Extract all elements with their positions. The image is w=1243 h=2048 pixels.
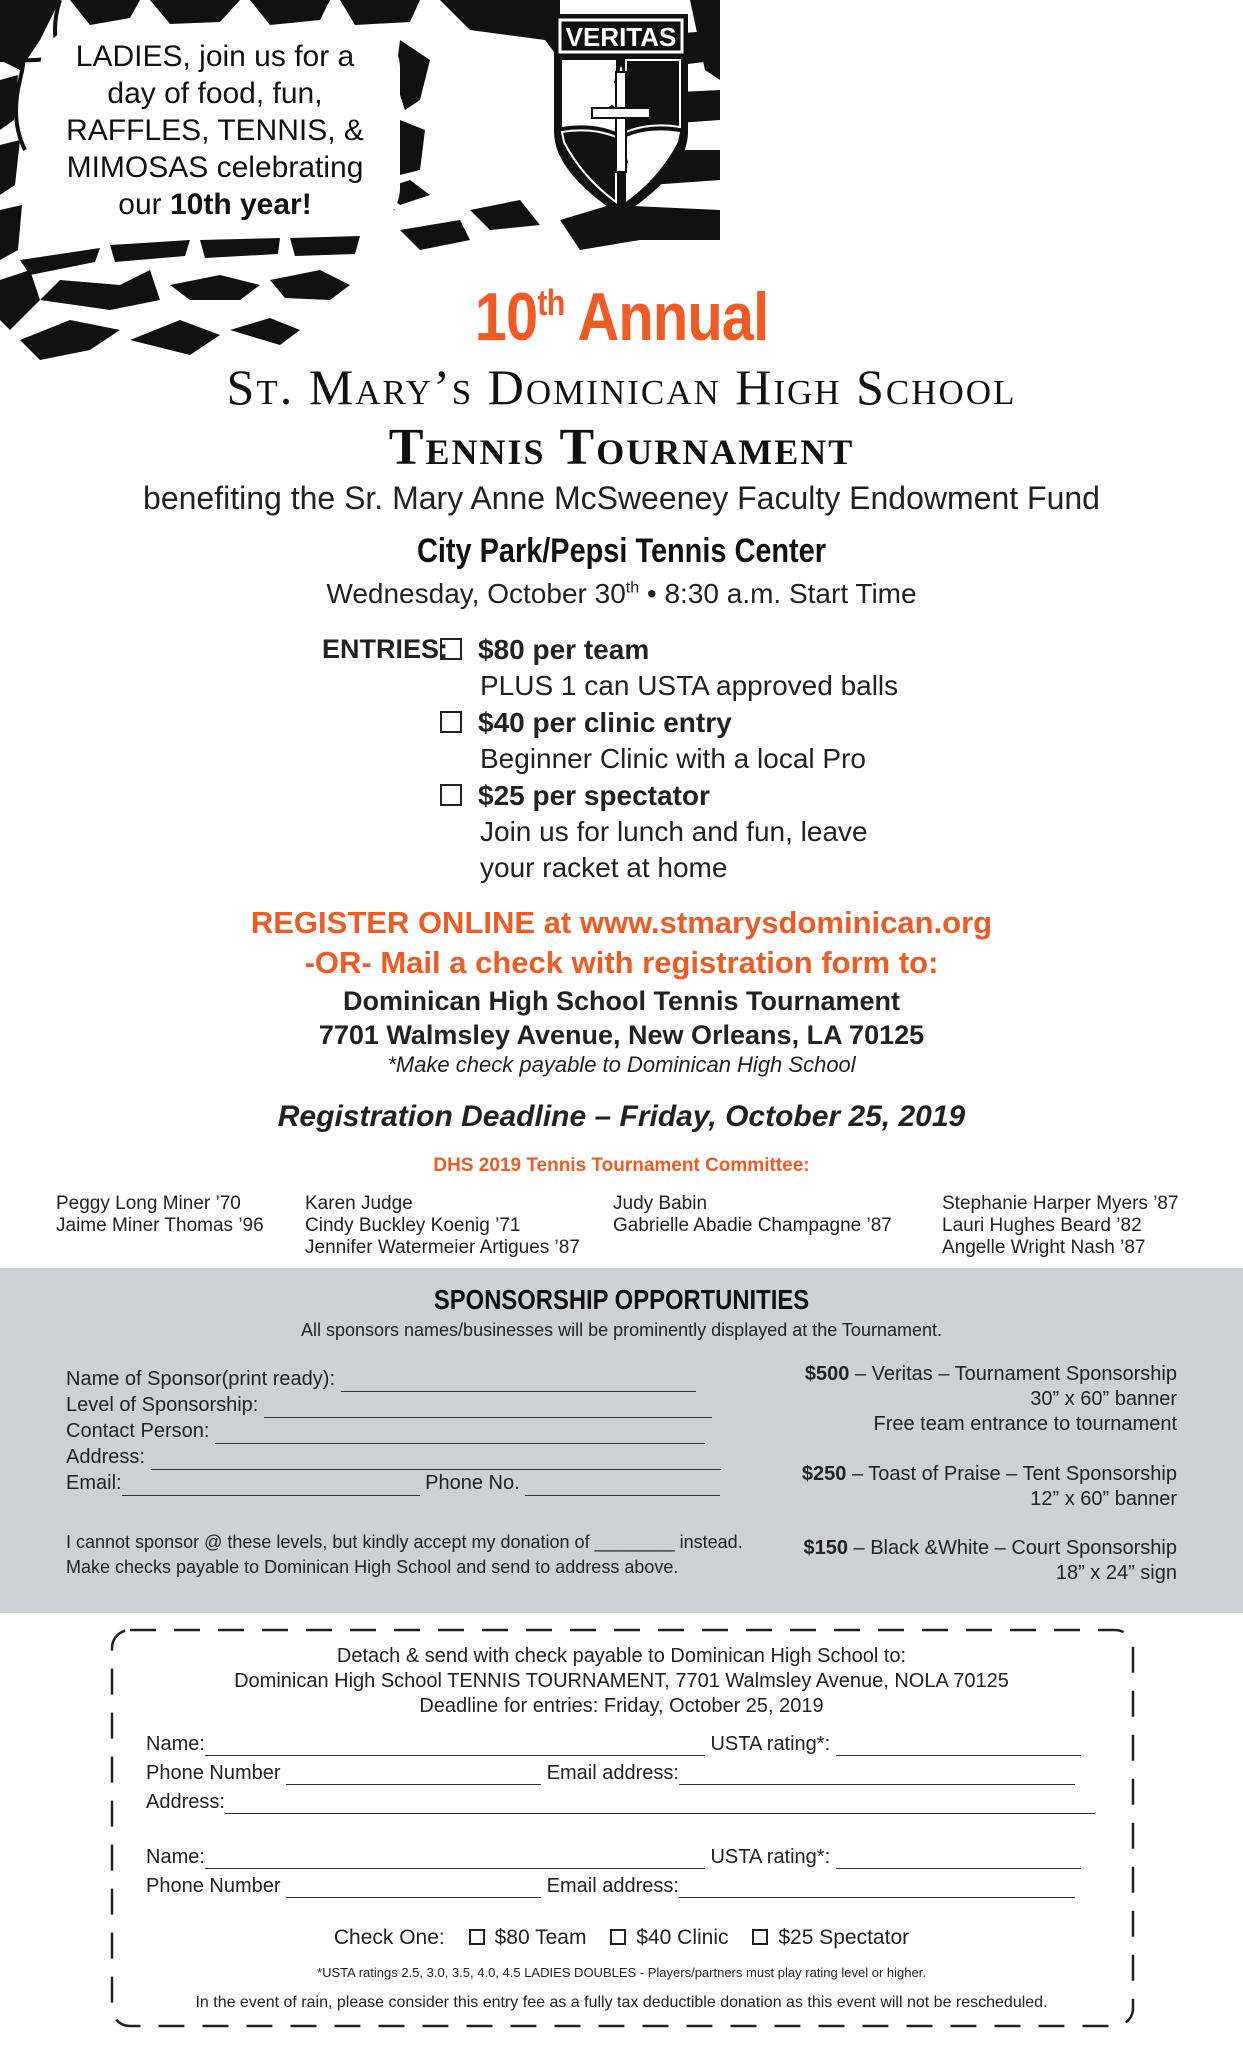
blank-line[interactable] bbox=[264, 1399, 712, 1418]
blank-line[interactable] bbox=[341, 1373, 696, 1392]
field-label: Contact Person: bbox=[66, 1420, 210, 1442]
field-label: USTA rating*: bbox=[710, 1733, 831, 1755]
level-name: – Veritas – Tournament Sponsorship bbox=[849, 1363, 1177, 1385]
phone-input-line[interactable] bbox=[286, 1766, 541, 1785]
entry-option-team[interactable] bbox=[440, 632, 898, 704]
register-online-link[interactable]: REGISTER ONLINE at www.stmarysdominican.org bbox=[250, 905, 993, 940]
entry-desc: Join us for lunch and fun, leave bbox=[480, 816, 868, 847]
option-clinic: $40 Clinic bbox=[636, 1926, 729, 1949]
field-label: Email address: bbox=[546, 1875, 679, 1897]
player2-contact-row[interactable] bbox=[146, 1875, 1096, 1898]
player1-address-row[interactable] bbox=[146, 1791, 1096, 1814]
detach-instructions: Detach & send with check payable to Dominican High School to: bbox=[336, 1645, 907, 1667]
committee-member: Peggy Long Miner ’70 bbox=[56, 1193, 241, 1214]
player1-name-row[interactable] bbox=[146, 1733, 1096, 1756]
sponsor-level-field[interactable] bbox=[66, 1392, 712, 1418]
committee-column-3 bbox=[613, 1193, 892, 1237]
name-input-line[interactable] bbox=[205, 1737, 705, 1756]
check-one-row bbox=[0, 1926, 1243, 1950]
blank-line[interactable] bbox=[215, 1425, 705, 1444]
committee-member: Jaime Miner Thomas ’96 bbox=[56, 1215, 264, 1236]
email-input-line[interactable] bbox=[679, 1766, 1075, 1785]
field-label: Phone Number bbox=[146, 1875, 281, 1897]
checkbox-clinic[interactable] bbox=[610, 1929, 626, 1945]
entry-title: $80 per team bbox=[478, 634, 650, 665]
checkbox[interactable] bbox=[440, 784, 462, 806]
committee-member: Jennifer Watermeier Artigues ’87 bbox=[305, 1237, 580, 1258]
or-mail-text: -OR- Mail a check with registration form to: bbox=[304, 945, 939, 980]
veritas-label: VERITAS bbox=[565, 22, 677, 52]
level-price: $250 bbox=[801, 1463, 847, 1485]
donation-note: I cannot sponsor @ these levels, but kindly accept my donation of ________ instead. Make checks payable to Dominican High School and send to address above. bbox=[66, 1532, 743, 1577]
entry-option-clinic[interactable] bbox=[440, 705, 866, 777]
level-item: 12” x 60” banner bbox=[1030, 1488, 1177, 1510]
annual-heading bbox=[93, 278, 1150, 356]
phone-input-line[interactable] bbox=[286, 1879, 541, 1898]
detach-address: Dominican High School TENNIS TOURNAMENT, 7701 Walmsley Avenue, NOLA 70125 bbox=[234, 1670, 1009, 1692]
venue-name: City Park/Pepsi Tennis Center bbox=[416, 532, 827, 570]
intro-line5-pre: our bbox=[118, 188, 170, 221]
intro-line: MIMOSAS celebrating bbox=[66, 151, 364, 184]
contact-person-field[interactable] bbox=[66, 1418, 705, 1444]
committee-member: Judy Babin bbox=[613, 1193, 708, 1214]
blank-line[interactable] bbox=[525, 1477, 720, 1496]
checkbox-spectator[interactable] bbox=[752, 1929, 768, 1945]
committee-column-1 bbox=[56, 1193, 264, 1237]
level-price: $500 bbox=[804, 1363, 850, 1385]
intro-line5-bold: 10th year! bbox=[169, 188, 312, 221]
entry-option-spectator[interactable] bbox=[440, 778, 868, 886]
field-label: Phone No. bbox=[425, 1472, 520, 1494]
sponsorship-subheading: All sponsors names/businesses will be prominently displayed at the Tournament. bbox=[300, 1320, 942, 1340]
committee-column-4 bbox=[942, 1193, 1179, 1259]
option-spectator: $25 Spectator bbox=[778, 1926, 910, 1949]
checkbox[interactable] bbox=[440, 711, 462, 733]
blank-line[interactable] bbox=[122, 1477, 420, 1496]
sponsor-level-150 bbox=[803, 1536, 1177, 1586]
committee-member: Lauri Hughes Beard ’82 bbox=[942, 1215, 1142, 1236]
entries-label: ENTRIES: bbox=[322, 634, 449, 664]
payable-note: *Make check payable to Dominican High School bbox=[387, 1052, 856, 1077]
checkbox-team[interactable] bbox=[469, 1929, 485, 1945]
usta-note: *USTA ratings 2.5, 3.0, 3.5, 4.0, 4.5 LADIES DOUBLES - Players/partners must play rating level or higher. bbox=[317, 1965, 926, 1980]
intro-line bbox=[30, 186, 400, 223]
name-input-line[interactable] bbox=[205, 1850, 705, 1869]
date-text: Wednesday, October 30 bbox=[326, 578, 626, 609]
committee-member: Karen Judge bbox=[305, 1193, 413, 1214]
usta-input-line[interactable] bbox=[836, 1850, 1081, 1869]
sponsor-level-500 bbox=[805, 1362, 1177, 1437]
level-name: – Black &White – Court Sponsorship bbox=[847, 1537, 1177, 1559]
mail-address-line1: Dominican High School Tennis Tournament bbox=[342, 986, 901, 1016]
field-label: Address: bbox=[146, 1791, 225, 1813]
sponsor-email-phone-field[interactable] bbox=[66, 1470, 720, 1496]
intro-line: day of food, fun, bbox=[107, 77, 323, 110]
benefit-line: benefiting the Sr. Mary Anne McSweeney Faculty Endowment Fund bbox=[143, 480, 1100, 516]
level-item: 18” x 24” sign bbox=[1055, 1562, 1177, 1584]
committee-member: Angelle Wright Nash ’87 bbox=[942, 1237, 1146, 1258]
rain-note: In the event of rain, please consider this entry fee as a fully tax deductible donation as this event will not be rescheduled. bbox=[195, 1994, 1048, 2011]
level-price: $150 bbox=[803, 1537, 848, 1559]
entry-title: $25 per spectator bbox=[478, 780, 710, 811]
level-name: – Toast of Praise – Tent Sponsorship bbox=[846, 1463, 1177, 1485]
entry-title: $40 per clinic entry bbox=[478, 707, 732, 738]
check-one-label: Check One: bbox=[333, 1926, 445, 1949]
entry-desc: Beginner Clinic with a local Pro bbox=[480, 743, 866, 774]
intro-line: LADIES, join us for a bbox=[75, 40, 355, 73]
annual-number: 10 bbox=[474, 279, 538, 355]
sponsor-level-250 bbox=[802, 1462, 1177, 1512]
field-label: Address: bbox=[66, 1446, 145, 1468]
field-label: Name: bbox=[146, 1846, 205, 1868]
field-label: Name: bbox=[146, 1733, 205, 1755]
field-label: Phone Number bbox=[146, 1762, 281, 1784]
entry-desc: PLUS 1 can USTA approved balls bbox=[480, 670, 899, 701]
intro-line: RAFFLES, TENNIS, & bbox=[66, 114, 364, 147]
event-date bbox=[0, 578, 1243, 610]
email-input-line[interactable] bbox=[679, 1879, 1075, 1898]
detach-deadline: Deadline for entries: Friday, October 25, 2019 bbox=[419, 1695, 824, 1717]
intro-text bbox=[30, 38, 400, 223]
level-item: 30” x 60” banner bbox=[1030, 1388, 1177, 1410]
committee-member: Stephanie Harper Myers ’87 bbox=[942, 1193, 1179, 1214]
veritas-crest-logo bbox=[552, 12, 690, 218]
option-team: $80 Team bbox=[494, 1926, 587, 1949]
tournament-title: Tennis Tournament bbox=[388, 419, 855, 476]
annual-word: Annual bbox=[564, 279, 769, 355]
checkbox[interactable] bbox=[440, 638, 462, 660]
sponsor-address-field[interactable] bbox=[66, 1444, 721, 1470]
address-input-line[interactable] bbox=[225, 1795, 1095, 1814]
sponsor-name-field[interactable] bbox=[66, 1366, 696, 1392]
field-label: Email: bbox=[66, 1472, 122, 1494]
field-label: USTA rating*: bbox=[710, 1846, 831, 1868]
field-label: Name of Sponsor(print ready): bbox=[66, 1368, 336, 1390]
committee-heading: DHS 2019 Tennis Tournament Committee: bbox=[433, 1155, 810, 1176]
start-time: • 8:30 a.m. Start Time bbox=[639, 578, 917, 609]
committee-column-2 bbox=[305, 1193, 580, 1259]
field-label: Level of Sponsorship: bbox=[66, 1394, 259, 1416]
field-label: Email address: bbox=[546, 1762, 679, 1784]
sponsorship-heading: SPONSORSHIP OPPORTUNITIES bbox=[433, 1284, 810, 1315]
school-title: St. Mary’s Dominican High School bbox=[226, 359, 1017, 415]
annual-superscript: th bbox=[537, 282, 565, 323]
player1-contact-row[interactable] bbox=[146, 1762, 1096, 1785]
date-superscript: th bbox=[625, 579, 640, 597]
player2-name-row[interactable] bbox=[146, 1846, 1096, 1869]
entry-desc: your racket at home bbox=[480, 852, 728, 883]
committee-member: Gabrielle Abadie Champagne ’87 bbox=[613, 1215, 892, 1236]
blank-line[interactable] bbox=[151, 1451, 721, 1470]
level-item: Free team entrance to tournament bbox=[873, 1413, 1177, 1435]
usta-input-line[interactable] bbox=[836, 1737, 1081, 1756]
committee-member: Cindy Buckley Koenig ’71 bbox=[305, 1215, 521, 1236]
registration-deadline: Registration Deadline – Friday, October 25, 2019 bbox=[277, 1100, 966, 1133]
mail-address-line2: 7701 Walmsley Avenue, New Orleans, LA 70125 bbox=[318, 1020, 925, 1050]
